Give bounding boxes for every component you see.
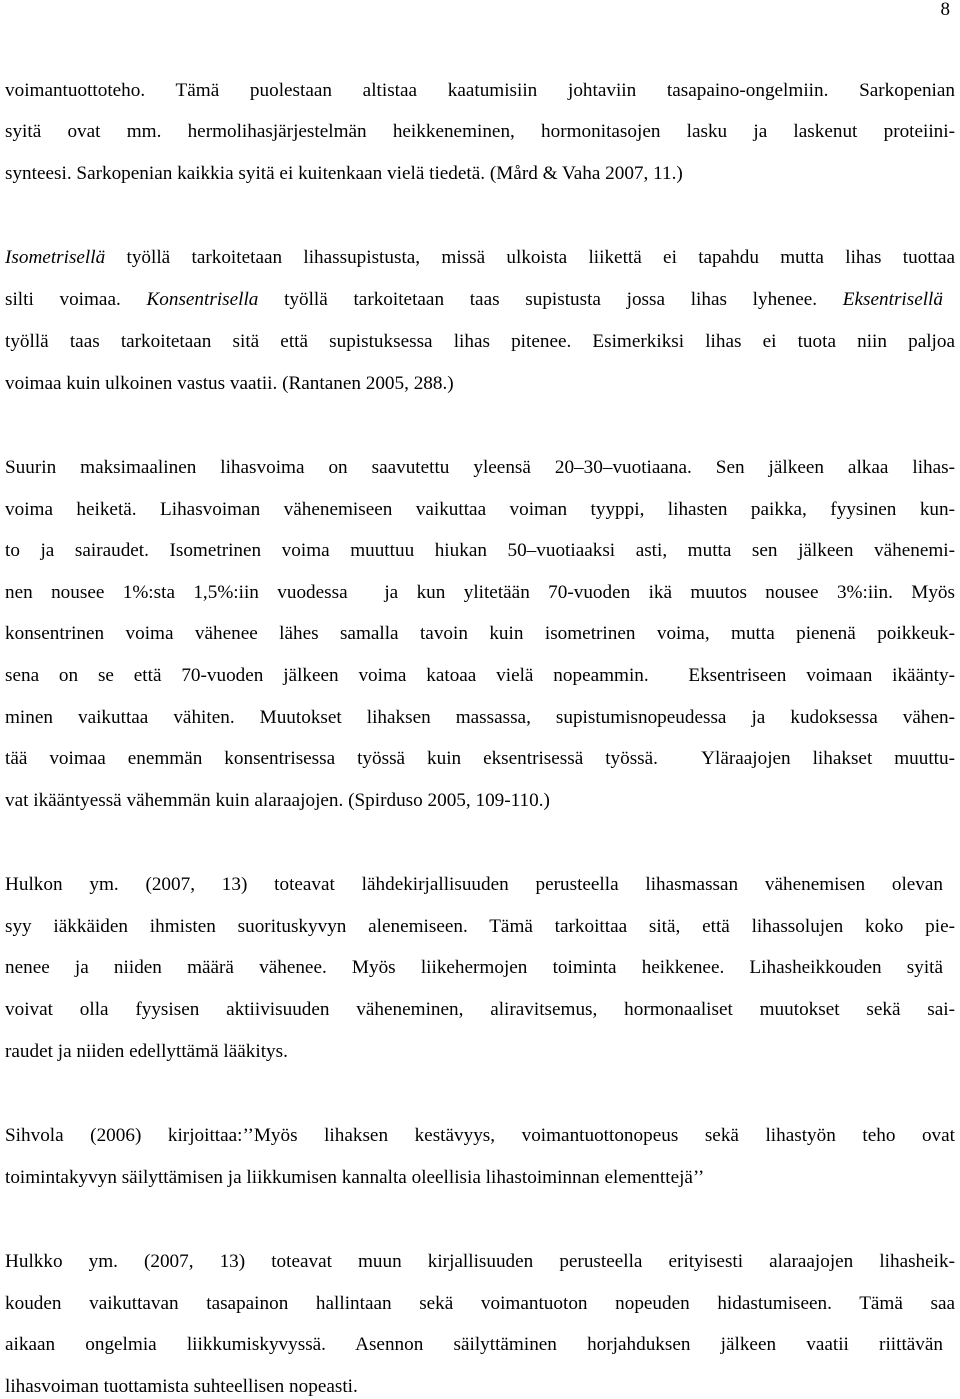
text-line — [5, 1333, 943, 1357]
text-segment: synteesi. Sarkopenian kaikkia syitä ei kuitenkaan vielä tiedetä. (Mård & Vaha 2007, 11.) — [5, 163, 683, 184]
text-segment: voimaa kuin ulkoinen vastus vaatii. (Rantanen 2005, 288.) — [5, 373, 454, 394]
text-line — [5, 1124, 955, 1148]
text-line — [5, 162, 683, 186]
text-line — [5, 873, 943, 897]
text-segment: syy iäkkäiden ihmisten suorituskyvyn alenemiseen. Tämä tarkoittaa sitä, että lihassolujen koko pie- — [5, 916, 955, 937]
text-segment: kouden vaikuttavan tasapainon hallintaan sekä voimantuoton nopeuden hidastumiseen. Tämä saa — [5, 1293, 955, 1314]
text-segment: Hulkon ym. (2007, 13) toteavat lähdekirjallisuuden perusteella lihasmassan vähenemisen olevan — [5, 874, 943, 895]
text-segment: lihasvoiman tuottamista suhteellisen nopeasti. — [5, 1376, 358, 1397]
text-line — [5, 747, 955, 771]
text-line — [5, 1040, 288, 1064]
text-line — [5, 539, 955, 563]
text-line — [5, 1375, 358, 1399]
text-segment: raudet ja niiden edellyttämä lääkitys. — [5, 1041, 288, 1062]
text-line — [5, 789, 550, 813]
italic-term: Konsentrisella — [146, 289, 259, 310]
text-segment: sena on se että 70-vuoden jälkeen voima katoaa vielä nopeammin. Eksentriseen voimaan ikäänty- — [5, 665, 955, 686]
text-line — [5, 956, 943, 980]
text-segment: nen nousee 1%:sta 1,5%:iin vuodessa ja kun ylitetään 70-vuoden ikä muutos nousee 3%:iin. Myös — [5, 582, 955, 603]
text-segment: minen vaikuttaa vähiten. Muutokset lihaksen massassa, supistumisnopeudessa ja kudoksessa vähen- — [5, 707, 955, 728]
text-line — [5, 456, 955, 480]
text-line — [5, 498, 955, 522]
text-segment: työllä tarkoitetaan taas supistusta jossa lihas lyhenee. — [258, 289, 843, 310]
text-line — [5, 622, 955, 646]
text-line — [5, 915, 955, 939]
text-line — [5, 79, 955, 103]
text-line — [5, 1292, 955, 1316]
text-segment: konsentrinen voima vähenee lähes samalla tavoin kuin isometrinen voima, mutta pienenä poikkeuk- — [5, 623, 955, 644]
text-segment: tää voimaa enemmän konsentrisessa työssä kuin eksentrisessä työssä. Yläraajojen lihakset muuttu- — [5, 748, 955, 769]
text-segment: Suurin maksimaalinen lihasvoima on saavutettu yleensä 20–30–vuotiaana. Sen jälkeen alkaa lihas- — [5, 457, 955, 478]
text-segment: nenee ja niiden määrä vähenee. Myös liikehermojen toiminta heikkenee. Lihasheikkouden syitä — [5, 957, 943, 978]
text-segment: to ja sairaudet. Isometrinen voima muuttuu hiukan 50–vuotiaaksi asti, mutta sen jälkeen vähenemi- — [5, 540, 955, 561]
text-line — [5, 120, 955, 144]
text-segment: voima heiketä. Lihasvoiman vähenemiseen vaikuttaa voiman tyyppi, lihasten paikka, fyysinen kun- — [5, 499, 955, 520]
text-line — [5, 664, 955, 688]
text-segment: Hulkko ym. (2007, 13) toteavat muun kirjallisuuden perusteella erityisesti alaraajojen lihasheik- — [5, 1251, 955, 1272]
text-segment: voimantuottoteho. Tämä puolestaan altistaa kaatumisiin johtaviin tasapaino-ongelmiin. Sarkopenian — [5, 80, 955, 101]
text-segment: syitä ovat mm. hermolihasjärjestelmän heikkeneminen, hormonitasojen lasku ja laskenut proteiini- — [5, 121, 955, 142]
text-line — [5, 1250, 955, 1274]
text-segment: Sihvola (2006) kirjoittaa:’’Myös lihaksen kestävyys, voimantuottonopeus sekä lihastyön teho ovat — [5, 1125, 955, 1146]
text-line — [5, 581, 955, 605]
text-line — [5, 372, 454, 396]
text-line — [5, 998, 955, 1022]
text-segment: aikaan ongelmia liikkumiskyvyssä. Asennon säilyttäminen horjahduksen jälkeen vaatii riittävän — [5, 1334, 943, 1355]
text-segment: työllä tarkoitetaan lihassupistusta, missä ulkoista liikettä ei tapahdu mutta lihas tuottaa — [105, 247, 955, 268]
text-segment: työllä taas tarkoitetaan sitä että supistuksessa lihas pitenee. Esimerkiksi lihas ei tuota niin paljoa — [5, 331, 955, 352]
italic-term: Isometrisellä — [5, 247, 106, 268]
text-segment: toimintakyvyn säilyttämisen ja liikkumisen kannalta oleellisia lihastoiminnan elementtejä’’ — [5, 1167, 705, 1188]
text-segment: vat ikääntyessä vähemmän kuin alaraajojen. (Spirduso 2005, 109-110.) — [5, 790, 550, 811]
text-line — [5, 706, 955, 730]
text-line — [5, 288, 943, 312]
text-line — [5, 330, 955, 354]
text-line — [5, 246, 955, 270]
text-line — [5, 1166, 704, 1190]
italic-term: Eksentrisellä — [842, 289, 943, 310]
text-segment: voivat olla fyysisen aktiivisuuden väheneminen, aliravitsemus, hormonaaliset muutokset sekä sai- — [5, 999, 955, 1020]
page-number: 8 — [940, 0, 950, 20]
text-segment: silti voimaa. — [5, 289, 147, 310]
